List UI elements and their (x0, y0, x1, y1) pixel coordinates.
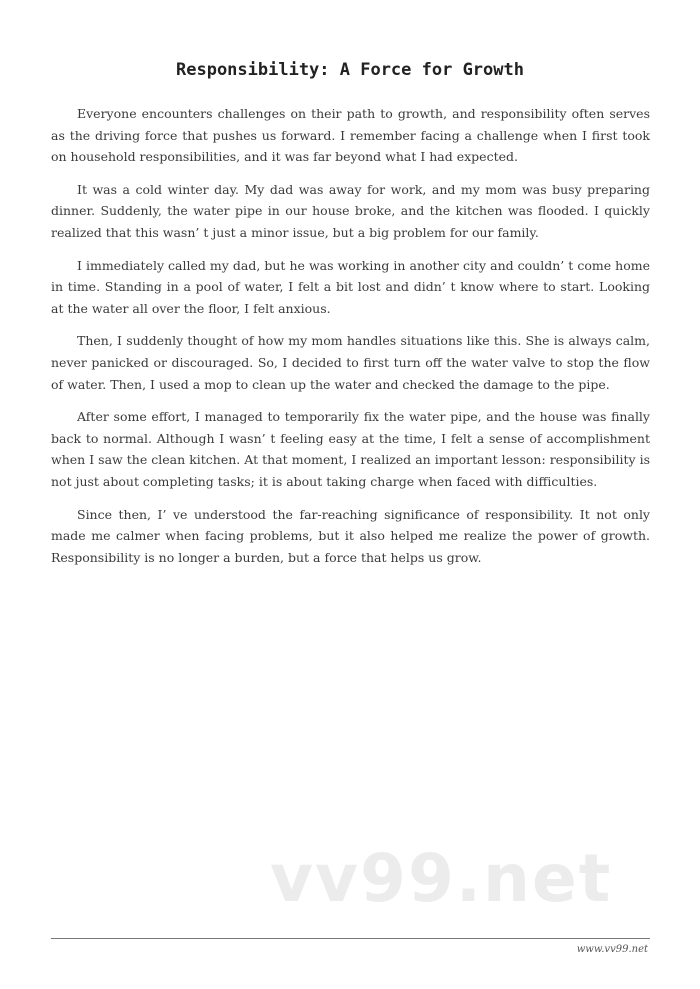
watermark: vv99.net (270, 840, 613, 917)
paragraph-3: I immediately called my dad, but he was working in another city and couldn’ t come home in time. Standing in a pool of water, I felt a bit lost and didn’ t know where to start. Looking at the water all over the floor, I felt anxious. (51, 257, 650, 316)
paragraph-4: Then, I suddenly thought of how my mom handles situations like this. She is always calm, never panicked or discouraged. So, I decided to first turn off the water valve to stop the flow of water. Then, I used a mop to clean up the water and checked the damage to the pipe. (51, 333, 650, 392)
document-body (51, 103, 650, 579)
paragraph-2: It was a cold winter day. My dad was away for work, and my mom was busy preparing dinner. Suddenly, the water pipe in our house broke, and the kitchen was flooded. I quickly realized that this wasn’ t just a minor issue, but a big problem for our family. (51, 181, 650, 240)
footer-divider (51, 938, 650, 939)
document-title: Responsibility: A Force for Growth (176, 60, 524, 80)
paragraph-1: Everyone encounters challenges on their path to growth, and responsibility often serves as the driving force that pushes us forward. I remember facing a challenge when I first took on household responsibilities, and it was far beyond what I had expected. (51, 106, 650, 165)
paragraph-6: Since then, I’ ve understood the far-reaching significance of responsibility. It not only made me calmer when facing problems, but it also helped me realize the power of growth. Responsibility is no longer a burden, but a force that helps us grow. (51, 506, 650, 565)
footer-url: www.vv99.net (576, 944, 648, 955)
paragraph-5: After some effort, I managed to temporarily fix the water pipe, and the house was finally back to normal. Although I wasn’ t feeling easy at the time, I felt a sense of accomplishment when I saw the clean kitchen. At that moment, I realized an important lesson: responsibility is not just about completing tasks; it is about taking charge when faced with difficulties. (51, 409, 650, 489)
